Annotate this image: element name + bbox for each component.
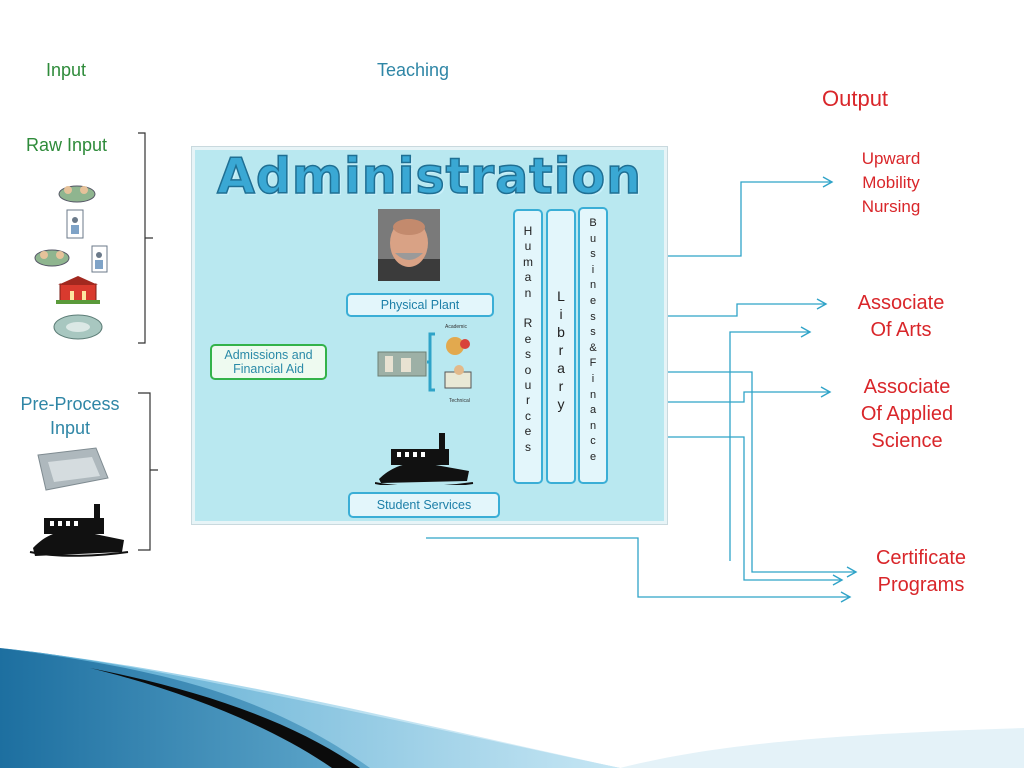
- output-header: Output: [822, 86, 889, 111]
- pre-process-line-1: Pre-Process: [20, 394, 120, 414]
- academic-label: Academic: [445, 324, 467, 330]
- human-resources-letter: r: [526, 393, 530, 408]
- business-finance-letter: s: [590, 248, 596, 261]
- student-services-box[interactable]: Student Services: [348, 492, 500, 518]
- business-finance-letter: B: [589, 217, 597, 229]
- library-letter: r: [558, 342, 564, 358]
- human-resources-letter: e: [524, 424, 532, 439]
- human-resources-letter: R: [523, 316, 533, 331]
- human-resources-letter: o: [524, 362, 532, 377]
- arts-line-1: Associate: [857, 292, 945, 314]
- applied-line-1: Associate: [863, 376, 951, 398]
- library-letter: a: [557, 360, 565, 376]
- business-finance-letter: s: [590, 310, 596, 323]
- admissions-line-2: Financial Aid: [233, 362, 304, 376]
- business-finance-letter: i: [591, 372, 595, 385]
- business-finance-letter: n: [589, 388, 597, 401]
- applied-line-2: Of Applied: [860, 403, 954, 425]
- human-resources-letter: n: [524, 285, 532, 300]
- human-resources-letter: a: [524, 270, 532, 285]
- business-finance-letter: a: [589, 404, 597, 417]
- teaching-header: Teaching: [377, 60, 450, 80]
- admissions-line-1: Admissions and: [224, 348, 313, 362]
- technical-label: Technical: [449, 398, 470, 404]
- pre-process-line-2: Input: [49, 418, 91, 438]
- business-finance-letter: u: [589, 232, 597, 245]
- cert-line-1: Certificate: [875, 547, 967, 569]
- human-resources-letter: s: [525, 347, 531, 362]
- human-resources-letter: e: [524, 331, 532, 346]
- human-resources-letter: u: [524, 239, 532, 254]
- input-header: Input: [46, 60, 87, 80]
- business-finance-letter: F: [589, 357, 597, 370]
- library-letter: b: [557, 324, 565, 340]
- human-resources-letter: m: [523, 254, 533, 269]
- business-finance-letter: i: [591, 263, 595, 276]
- physical-plant-box[interactable]: Physical Plant: [346, 293, 494, 317]
- library-letter: L: [557, 288, 565, 304]
- library-letter: r: [558, 378, 564, 394]
- cert-line-2: Programs: [877, 574, 965, 596]
- business-finance-letter: &: [589, 341, 597, 354]
- human-resources-letter: H: [523, 224, 533, 238]
- upward-line-3: Nursing: [861, 197, 921, 216]
- arts-line-2: Of Arts: [870, 319, 932, 341]
- human-resources-letter: u: [524, 378, 532, 393]
- business-finance-letter: n: [589, 419, 597, 432]
- administration-title: Administration: [216, 148, 643, 205]
- human-resources-letter: s: [525, 439, 531, 454]
- upward-line-1: Upward: [861, 149, 921, 168]
- business-finance-letter: n: [589, 279, 597, 292]
- upward-line-2: Mobility: [862, 173, 920, 192]
- applied-line-3: Science: [871, 430, 943, 452]
- business-finance-letter: s: [590, 326, 596, 339]
- raw-input-label: Raw Input: [26, 135, 108, 155]
- library-letter: i: [559, 306, 563, 322]
- business-finance-letter: e: [589, 294, 597, 307]
- human-resources-letter: c: [525, 408, 531, 423]
- business-finance-letter: c: [590, 435, 596, 448]
- library-letter: y: [557, 396, 565, 412]
- business-finance-letter: e: [589, 450, 597, 463]
